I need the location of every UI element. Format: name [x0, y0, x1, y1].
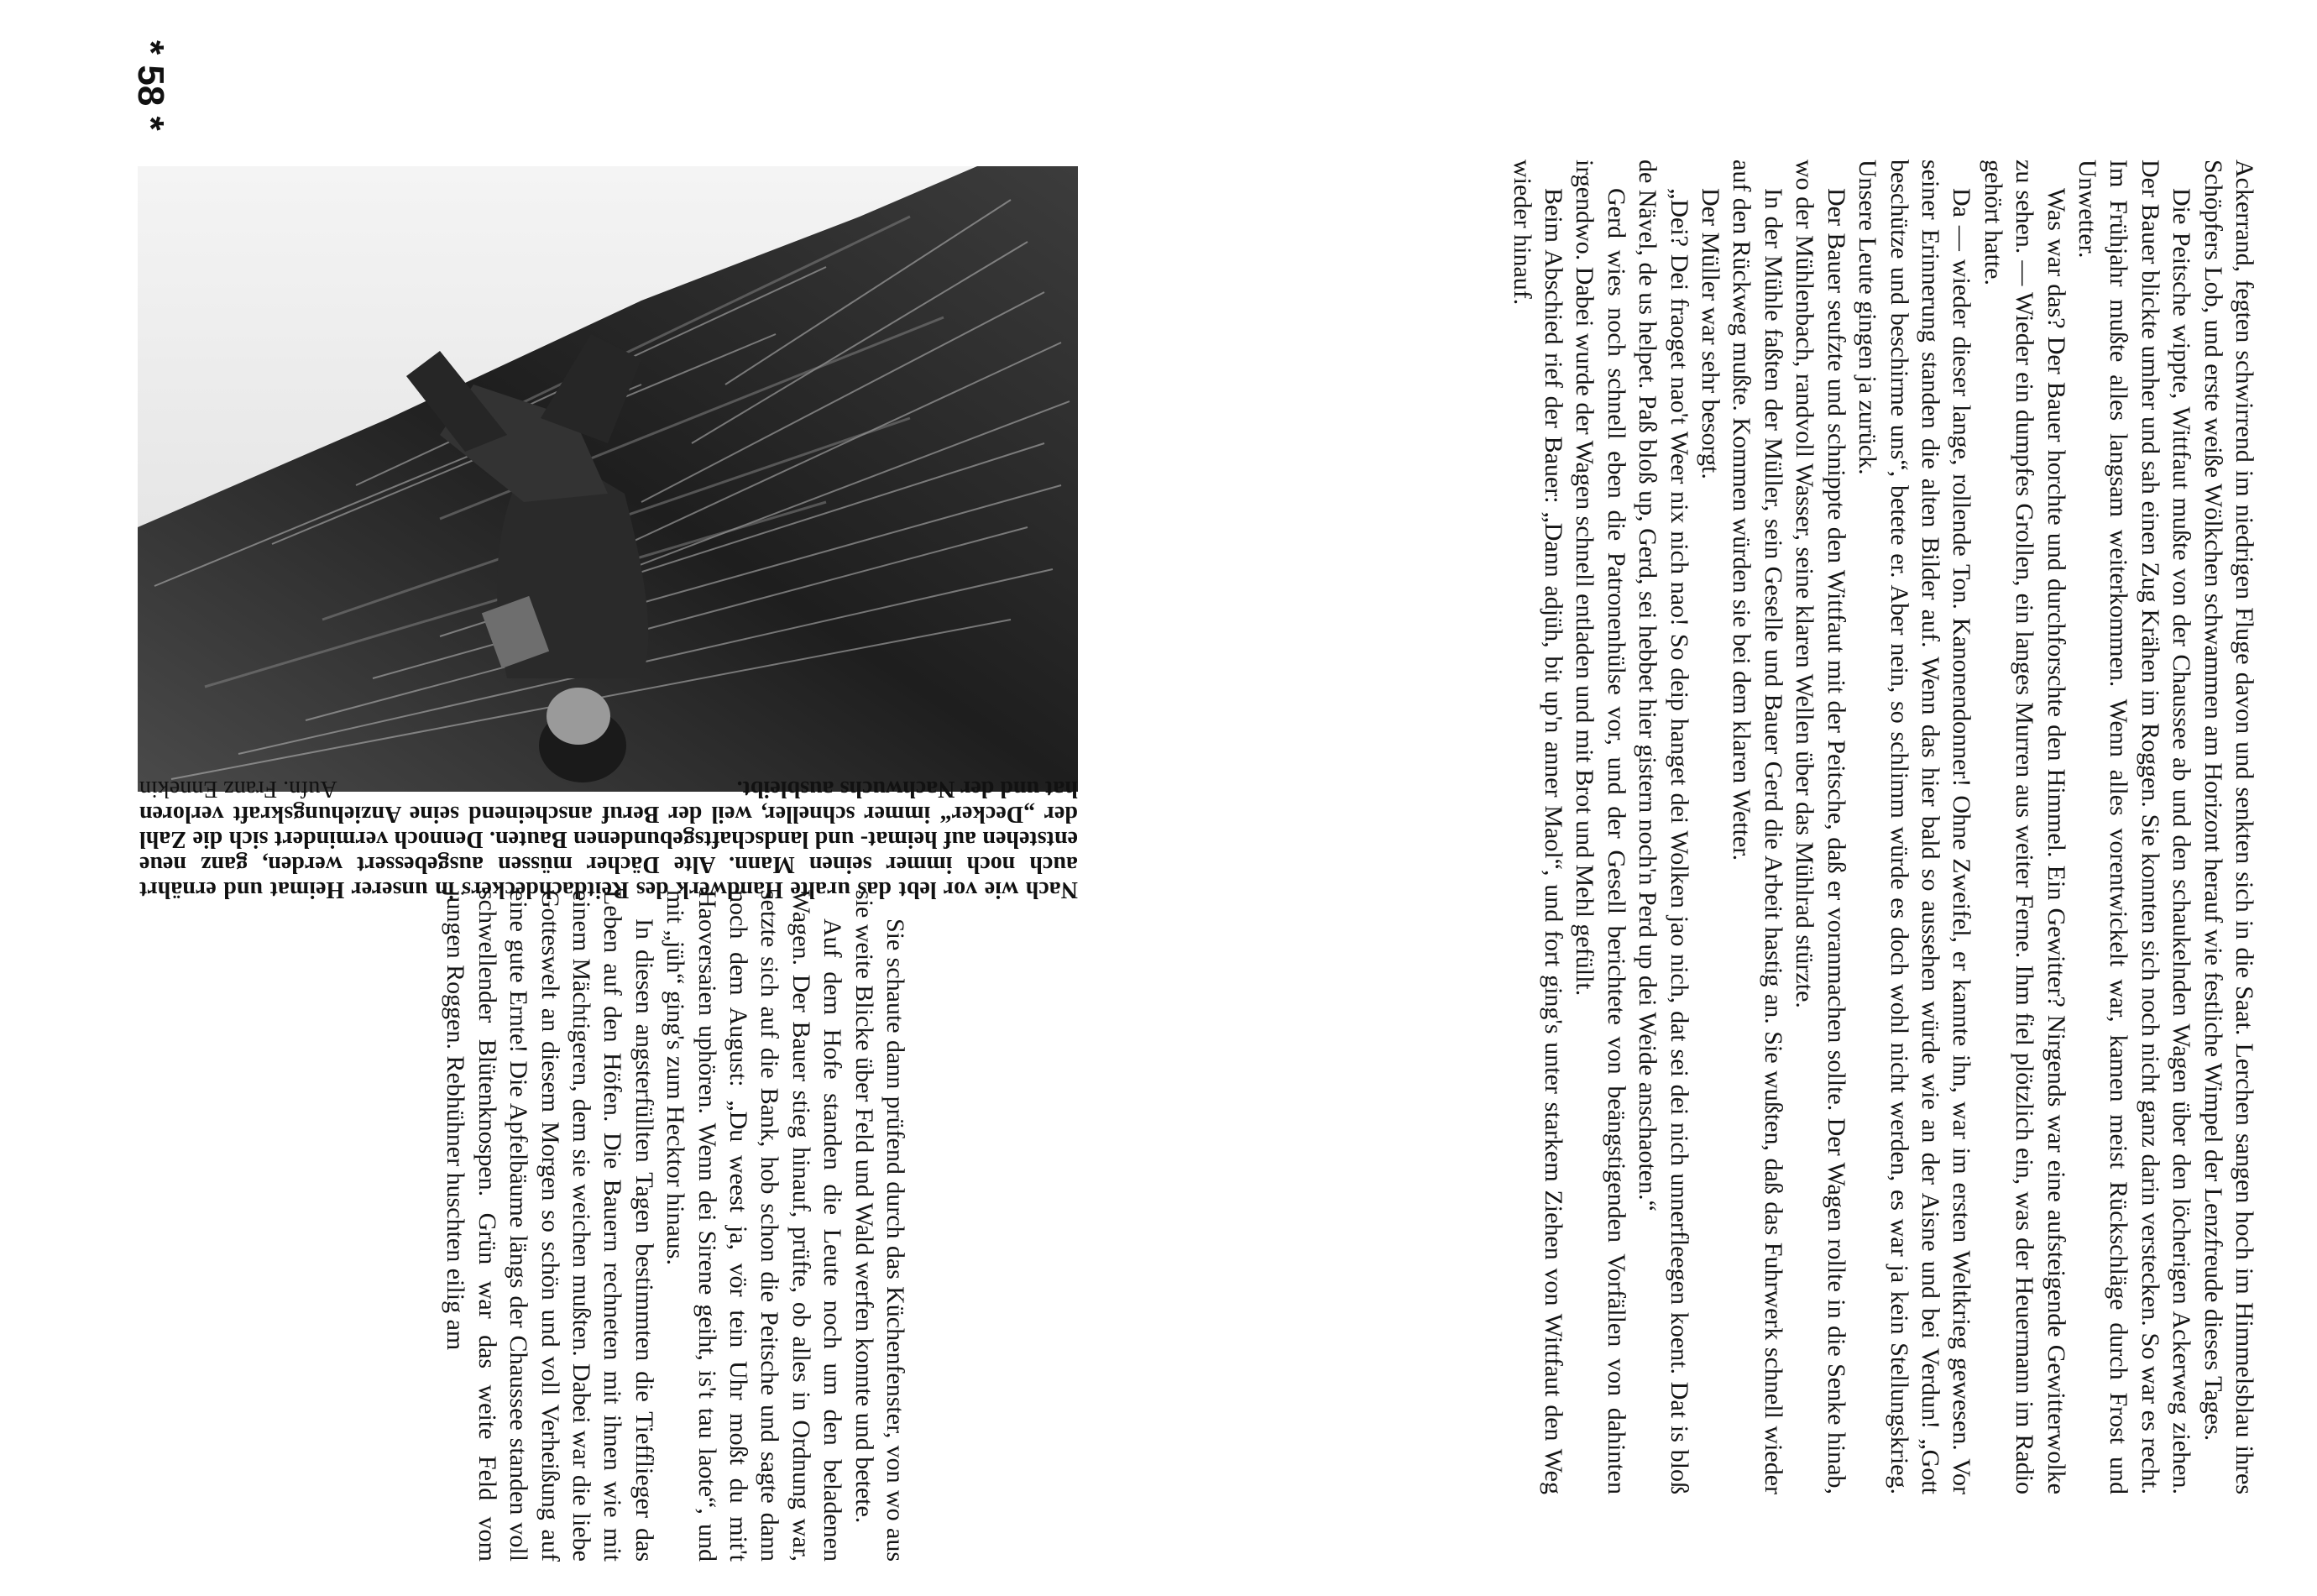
- photo-credit: Aufn. Franz Ennekin: [139, 776, 337, 802]
- paragraph: Ackerrand, fegten schwirrend im niedrigen Fluge davon und senkten sich in die Saat. Lerchen sangen hoch im Himmelsblau ihres Schöpfers Lob, und erste weiße Wölkchen schwammen am Horizont herauf wie festliche Wimpel der Lenzfreude dieses Tages.: [2199, 160, 2258, 1494]
- paragraph: Beim Abschied rief der Bauer: „Dann adjüh, bit up'n anner Maol“, und fort ging's unter starkem Ziehen von Wittfaut den Weg wieder hinauf.: [1508, 160, 1568, 1494]
- paragraph: Gerd wies noch schnell eben die Patronenhülse vor, und der Gesell berichtete von beängstigenden Vorfällen von dahinten irgendwo. Dabei wurde der Wagen schnell entladen und mit Brot und Mehl gefüllt.: [1571, 160, 1630, 1494]
- paragraph: Da — wieder dieser lange, rollende Ton. Kanonendonner! Ohne Zweifel, er kannte ihn, war im ersten Weltkrieg gewesen. Vor seiner Erinnerung standen die alten Bilder auf. Wenn das hier bald so aussehen würde wie an der Aisne und bei Verdun! „Gott beschütze und beschirme uns“, betete er. Aber nein, so schlimm würde es doch wohl nicht werden, es war ja kein Stellungskrieg. Unsere Leute gingen ja zurück.: [1854, 160, 1976, 1494]
- paragraph: Der Müller war sehr besorgt.: [1697, 188, 1725, 479]
- text-column-left: [189, 890, 911, 1562]
- paragraph: In der Mühle faßten der Müller, sein Geselle und Bauer Gerd die Arbeit hastig an. Sie wußten, daß das Fuhrwerk schnell wieder auf den Rückweg mußte. Kommen würden sie bei dem klaren Wetter.: [1728, 160, 1787, 1494]
- paragraph: Auf dem Hofe standen die Leute noch um den beladenen Wagen. Der Bauer stieg hinauf, prüfte, ob alles in Ordnung war, setzte sich auf die Bank, hob schon die Peitsche und sagte dann noch dem August: „Du weest ja, vör tein Uhr moßt du mit't Haoversaien uphören. Wenn dei Sirene geiht, is't tau laote“, und mit „jüh“ ging's zum Hecktor hinaus.: [662, 890, 847, 1562]
- paragraph: „Dei? Dei fraoget nao't Weer nix nich nao! So deip hanget dei Wolken jao nich, dat sei dei nich unnerfleegen koent. Dat is bloß de Nävel, de us helpet. Paß bloß up, Gerd, sei hebbet hier gistern noch'n Perd up dei Weide anschaoten.“: [1634, 160, 1693, 1494]
- caption-text: Nach wie vor lebt das uralte Handwerk des Reitdachdeckers in unserer Heimat und ernährt auch noch immer seinen Mann. Alte Dächer müssen ausgebessert werden, ganz neue entstehen auf heimat- und landschaftsgebundenen Bauten. Dennoch vermindert sich die Zahl der „Decker“ immer schneller, weil der Beruf anscheinend seine Anziehungskraft verloren hat und der Nachwuchs ausbleibt.: [139, 776, 1078, 903]
- page-number: * 58 *: [130, 40, 171, 131]
- paragraph: Was war das? Der Bauer horchte und durchforschte den Himmel. Ein Gewitter? Nirgends war eine aufsteigende Gewitterwolke zu sehen. — Wieder ein dumpfes Grollen, ein langes Murren aus weiter Ferne. Ihm fiel plötzlich ein, was der Heuermann im Radio gehört hatte.: [1979, 160, 2070, 1494]
- paragraph: Die Peitsche wippte, Wittfaut mußte von der Chaussee ab und den schaukelnden Wagen über den löcherigen Ackerweg ziehen. Der Bauer blickte umher und sah einen Zug Krähen im Roggen. Sie konnten sich noch nicht ganz darin verstecken. So war es recht. Im Frühjahr mußte alles langsam weiterkommen. Wenn alles vorentwickelt war, kamen meist Rückschläge durch Frost und Unwetter.: [2073, 160, 2196, 1494]
- paragraph: In diesen angsterfüllten Tagen bestimmten die Tiefflieger das Leben auf den Höfen. Die Bauern rechneten mit ihnen wie mit einem Mächtigeren, dem sie weichen mußten. Dabei war die liebe Gotteswelt an diesem Morgen so schön und voll Verheißung auf eine gute Ernte! Die Apfelbäume längs der Chaussee standen voll schwellender Blütenknospen. Grün war das weite Feld vom jungen Roggen. Rebhühner huschten eilig am: [442, 890, 658, 1562]
- text-column-right-top: [1021, 160, 2260, 1494]
- paragraph: Der Bauer seufzte und schnippte den Wittfaut mit der Peitsche, daß er voranmachen sollte. Der Wagen rollte in die Senke hinab, wo der Mühlenbach, randvoll Wasser, seine klaren Wellen über das Mühlrad stürzte.: [1791, 160, 1850, 1494]
- paragraph: Sie schaute dann prüfend durch das Küchenfenster, von wo aus sie weite Blicke über Feld und Wald werfen konnte und betete.: [850, 890, 909, 1562]
- thatcher-photo-image: [138, 166, 1078, 792]
- thatcher-photo: [138, 166, 1078, 792]
